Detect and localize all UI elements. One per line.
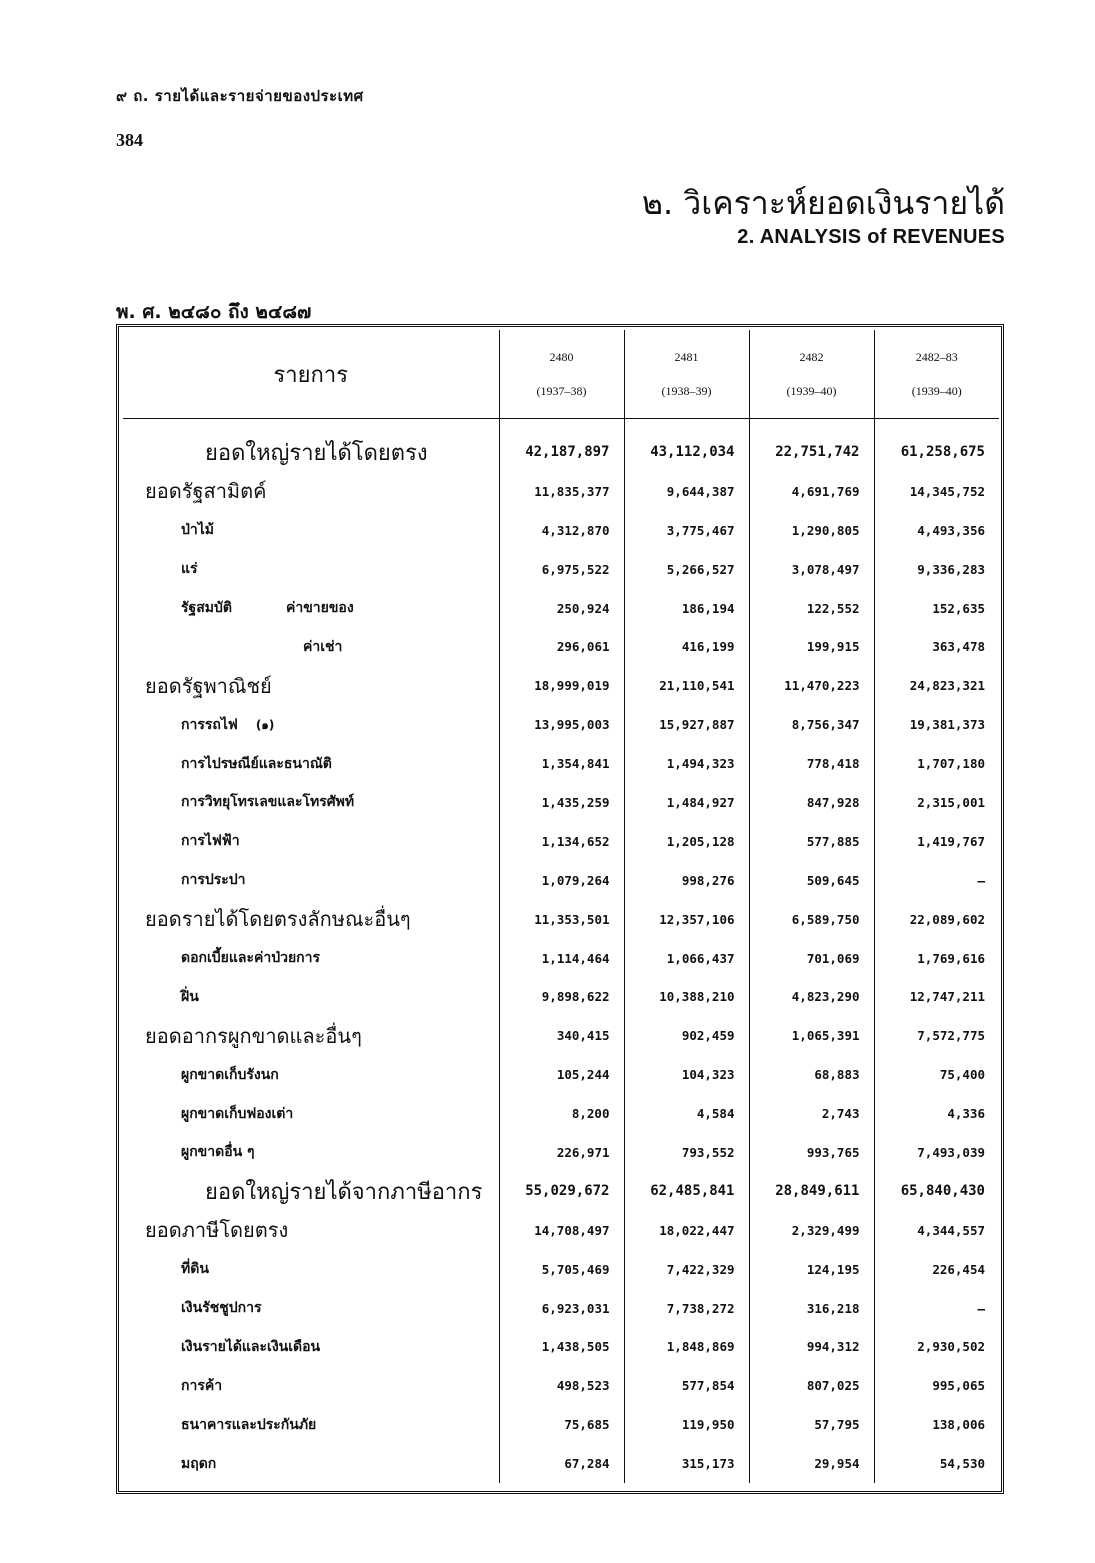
value-cell: 793,552	[624, 1133, 749, 1172]
row-label	[123, 1289, 499, 1328]
row-label	[123, 1405, 499, 1444]
table-row	[123, 705, 999, 744]
value-cell: 1,079,264	[499, 861, 624, 900]
value-cell: 993,765	[749, 1133, 874, 1172]
value-cell: 778,418	[749, 744, 874, 783]
value-cell: 57,795	[749, 1405, 874, 1444]
value-cell: 14,708,497	[499, 1211, 624, 1250]
value-cell: 2,930,502	[874, 1327, 999, 1366]
row-label	[123, 900, 499, 939]
value-cell: 9,336,283	[874, 550, 999, 589]
value-cell: 11,835,377	[499, 472, 624, 511]
value-cell: 11,353,501	[499, 900, 624, 939]
row-label	[123, 1055, 499, 1094]
value-cell: 4,336	[874, 1094, 999, 1133]
row-label	[123, 627, 499, 666]
value-cell: 995,065	[874, 1366, 999, 1405]
value-cell: 75,400	[874, 1055, 999, 1094]
table-row	[123, 1055, 999, 1094]
table-row	[123, 472, 999, 511]
table-row	[123, 861, 999, 900]
row-label-text: ยอดอากรผูกขาดและอื่นๆ	[145, 1023, 362, 1048]
row-label-text: ยอดภาษีโดยตรง	[145, 1218, 289, 1243]
value-cell: 1,065,391	[749, 1016, 874, 1055]
value-cell: 1,494,323	[624, 744, 749, 783]
value-cell: 7,572,775	[874, 1016, 999, 1055]
value-cell: 5,266,527	[624, 550, 749, 589]
value-cell: 577,854	[624, 1366, 749, 1405]
year-column-header	[624, 330, 749, 419]
row-label	[123, 1250, 499, 1289]
year-column-header	[874, 330, 999, 419]
row-label	[123, 705, 499, 744]
value-cell: 54,530	[874, 1444, 999, 1483]
row-label	[123, 511, 499, 550]
value-cell: 62,485,841	[624, 1172, 749, 1211]
table-body	[123, 419, 999, 1484]
row-label	[123, 1172, 499, 1211]
row-label-text: ยอดใหญ่รายได้โดยตรง	[205, 440, 428, 466]
value-cell: 42,187,897	[499, 433, 624, 472]
value-cell: 1,419,767	[874, 822, 999, 861]
table-row	[123, 1366, 999, 1405]
value-cell: 29,954	[749, 1444, 874, 1483]
row-label	[123, 1133, 499, 1172]
value-cell: 152,635	[874, 589, 999, 628]
value-cell: 5,705,469	[499, 1250, 624, 1289]
value-cell: 9,644,387	[624, 472, 749, 511]
value-cell: 1,354,841	[499, 744, 624, 783]
value-cell: 1,848,869	[624, 1327, 749, 1366]
year-span-label: (1939–40)	[786, 384, 837, 398]
value-cell: 12,357,106	[624, 900, 749, 939]
row-label-text: ฝิ่น	[181, 988, 199, 1005]
row-label-text: ที่ดิน	[181, 1261, 209, 1278]
value-cell: 28,849,611	[749, 1172, 874, 1211]
row-label-text: การประปา	[181, 872, 246, 889]
value-cell: 22,089,602	[874, 900, 999, 939]
page-number: 384	[116, 130, 143, 150]
value-cell: 61,258,675	[874, 433, 999, 472]
value-cell: 1,134,652	[499, 822, 624, 861]
table-row	[123, 666, 999, 705]
row-label	[123, 433, 499, 472]
value-cell: —	[874, 861, 999, 900]
value-cell: 2,329,499	[749, 1211, 874, 1250]
value-cell: 509,645	[749, 861, 874, 900]
running-header: ๙ ถ. รายได้และรายจ่ายของประเทศ	[116, 87, 364, 105]
value-cell: 18,022,447	[624, 1211, 749, 1250]
year-column-header	[749, 330, 874, 419]
value-cell: 363,478	[874, 627, 999, 666]
row-label-text: ผูกขาดอื่น ๆ	[181, 1144, 255, 1161]
value-cell: 119,950	[624, 1405, 749, 1444]
value-cell: 10,388,210	[624, 977, 749, 1016]
row-label-text: เงินรายได้และเงินเดือน	[181, 1338, 321, 1355]
value-cell: 12,747,211	[874, 977, 999, 1016]
row-label-text: การค้า	[181, 1377, 223, 1394]
row-label-text: ป่าไม้	[181, 522, 215, 539]
row-label-extra: ค่าขายของ	[286, 600, 354, 616]
row-label	[123, 1016, 499, 1055]
value-cell: 2,315,001	[874, 783, 999, 822]
value-cell: 7,422,329	[624, 1250, 749, 1289]
value-cell: 226,454	[874, 1250, 999, 1289]
value-cell: 122,552	[749, 589, 874, 628]
row-label-text: การรถไฟ	[181, 716, 238, 733]
value-cell: 807,025	[749, 1366, 874, 1405]
value-cell: 24,823,321	[874, 666, 999, 705]
value-cell: 105,244	[499, 1055, 624, 1094]
table-row	[123, 550, 999, 589]
row-label-text: มฤดก	[181, 1455, 217, 1472]
value-cell: 55,029,672	[499, 1172, 624, 1211]
revenue-table-frame	[116, 324, 1004, 1494]
row-label	[123, 666, 499, 705]
row-label	[123, 744, 499, 783]
table-row	[123, 1405, 999, 1444]
table-row	[123, 1172, 999, 1211]
table-row	[123, 822, 999, 861]
value-cell: 4,584	[624, 1094, 749, 1133]
value-cell: 19,381,373	[874, 705, 999, 744]
value-cell: 15,927,887	[624, 705, 749, 744]
value-cell: 6,923,031	[499, 1289, 624, 1328]
value-cell: 11,470,223	[749, 666, 874, 705]
value-cell: 315,173	[624, 1444, 749, 1483]
value-cell: 4,493,356	[874, 511, 999, 550]
row-label-text: ยอดใหญ่รายได้จากภาษีอากร	[205, 1179, 483, 1205]
row-label-text: ผูกขาดเก็บรังนก	[181, 1066, 279, 1083]
value-cell: 3,078,497	[749, 550, 874, 589]
value-cell: 998,276	[624, 861, 749, 900]
value-cell: 1,769,616	[874, 939, 999, 978]
table-row	[123, 627, 999, 666]
page-title-english: 2. ANALYSIS of REVENUES	[737, 226, 1005, 248]
value-cell: 13,995,003	[499, 705, 624, 744]
table-row	[123, 1094, 999, 1133]
row-label-text: ยอดรายได้โดยตรงลักษณะอื่นๆ	[145, 907, 411, 932]
row-label-text: การวิทยุโทรเลขและโทรศัพท์	[181, 794, 355, 811]
value-cell: 21,110,541	[624, 666, 749, 705]
row-label	[123, 939, 499, 978]
year-label: 2481	[674, 350, 699, 364]
year-column-header	[499, 330, 624, 419]
value-cell: 6,975,522	[499, 550, 624, 589]
value-cell: 18,999,019	[499, 666, 624, 705]
row-label-text: การไฟฟ้า	[181, 833, 240, 850]
value-cell: 3,775,467	[624, 511, 749, 550]
table-row	[123, 1327, 999, 1366]
table-row	[123, 1289, 999, 1328]
row-label-text: ดอกเบี้ยและค่าป่วยการ	[181, 950, 321, 967]
value-cell: 8,200	[499, 1094, 624, 1133]
value-cell: 1,066,437	[624, 939, 749, 978]
table-row	[123, 744, 999, 783]
value-cell: 701,069	[749, 939, 874, 978]
value-cell: 1,435,259	[499, 783, 624, 822]
value-cell: 1,290,805	[749, 511, 874, 550]
value-cell: 104,323	[624, 1055, 749, 1094]
value-cell: 1,484,927	[624, 783, 749, 822]
table-row	[123, 511, 999, 550]
value-cell: 68,883	[749, 1055, 874, 1094]
value-cell: 1,114,464	[499, 939, 624, 978]
value-cell: 67,284	[499, 1444, 624, 1483]
value-cell: 316,218	[749, 1289, 874, 1328]
value-cell: 2,743	[749, 1094, 874, 1133]
revenue-table	[123, 330, 999, 1483]
row-label-text: ผูกขาดเก็บฟองเต่า	[181, 1105, 294, 1122]
value-cell: 1,205,128	[624, 822, 749, 861]
table-row	[123, 1444, 999, 1483]
value-cell: 124,195	[749, 1250, 874, 1289]
value-cell: 250,924	[499, 589, 624, 628]
year-span-label: (1939–40)	[911, 384, 962, 398]
row-label	[123, 1327, 499, 1366]
value-cell: 6,589,750	[749, 900, 874, 939]
row-label	[123, 861, 499, 900]
value-cell: 847,928	[749, 783, 874, 822]
value-cell: 186,194	[624, 589, 749, 628]
value-cell: 7,493,039	[874, 1133, 999, 1172]
value-cell: 416,199	[624, 627, 749, 666]
period-label: พ. ศ. ๒๔๘๐ ถึง ๒๔๘๗	[116, 301, 312, 323]
value-cell: 65,840,430	[874, 1172, 999, 1211]
row-label-text: ค่าเช่า	[303, 638, 343, 655]
table-row	[123, 939, 999, 978]
value-cell: 1,707,180	[874, 744, 999, 783]
row-label	[123, 472, 499, 511]
value-cell: 43,112,034	[624, 433, 749, 472]
row-label	[123, 783, 499, 822]
year-span-label: (1937–38)	[536, 384, 587, 398]
value-cell: 75,685	[499, 1405, 624, 1444]
row-label-text: ธนาคารและประกันภัย	[181, 1416, 317, 1433]
label-column-header: รายการ	[123, 330, 499, 419]
row-label-text: แร่	[181, 561, 198, 578]
value-cell: 577,885	[749, 822, 874, 861]
year-label: 2480	[549, 350, 574, 364]
table-header-row	[123, 330, 999, 419]
value-cell: 4,344,557	[874, 1211, 999, 1250]
value-cell: 226,971	[499, 1133, 624, 1172]
value-cell: —	[874, 1289, 999, 1328]
table-row	[123, 1133, 999, 1172]
row-label-text: การไปรษณีย์และธนาณัติ	[181, 755, 332, 772]
year-span-label: (1938–39)	[661, 384, 712, 398]
value-cell: 340,415	[499, 1016, 624, 1055]
value-cell: 22,751,742	[749, 433, 874, 472]
row-label-text: ยอดรัฐพาณิชย์	[145, 673, 272, 698]
row-label-text: เงินรัชชูปการ	[181, 1300, 262, 1317]
value-cell: 8,756,347	[749, 705, 874, 744]
row-label	[123, 1444, 499, 1483]
value-cell: 4,691,769	[749, 472, 874, 511]
table-row	[123, 1016, 999, 1055]
year-label: 2482–83	[915, 350, 958, 364]
row-label	[123, 589, 499, 628]
value-cell: 199,915	[749, 627, 874, 666]
value-cell: 138,006	[874, 1405, 999, 1444]
row-label	[123, 1094, 499, 1133]
row-label	[123, 822, 499, 861]
value-cell: 296,061	[499, 627, 624, 666]
year-label: 2482	[799, 350, 824, 364]
value-cell: 14,345,752	[874, 472, 999, 511]
table-row	[123, 1250, 999, 1289]
row-label	[123, 977, 499, 1016]
value-cell: 4,312,870	[499, 511, 624, 550]
row-label-text: รัฐสมบัติ	[181, 600, 232, 616]
table-row	[123, 977, 999, 1016]
value-cell: 4,823,290	[749, 977, 874, 1016]
table-row	[123, 900, 999, 939]
table-row	[123, 783, 999, 822]
row-label-text: ยอดรัฐสามิตค์	[145, 479, 267, 504]
footnote-marker: (๑)	[255, 717, 275, 732]
value-cell: 9,898,622	[499, 977, 624, 1016]
value-cell: 498,523	[499, 1366, 624, 1405]
table-row	[123, 589, 999, 628]
row-label	[123, 1366, 499, 1405]
table-row	[123, 1211, 999, 1250]
page-title-thai: ๒. วิเคราะห์ยอดเงินรายได้	[641, 184, 1005, 222]
value-cell: 994,312	[749, 1327, 874, 1366]
row-label	[123, 1211, 499, 1250]
row-label	[123, 550, 499, 589]
table-row	[123, 433, 999, 472]
value-cell: 7,738,272	[624, 1289, 749, 1328]
spacer-row	[123, 419, 999, 434]
value-cell: 902,459	[624, 1016, 749, 1055]
value-cell: 1,438,505	[499, 1327, 624, 1366]
